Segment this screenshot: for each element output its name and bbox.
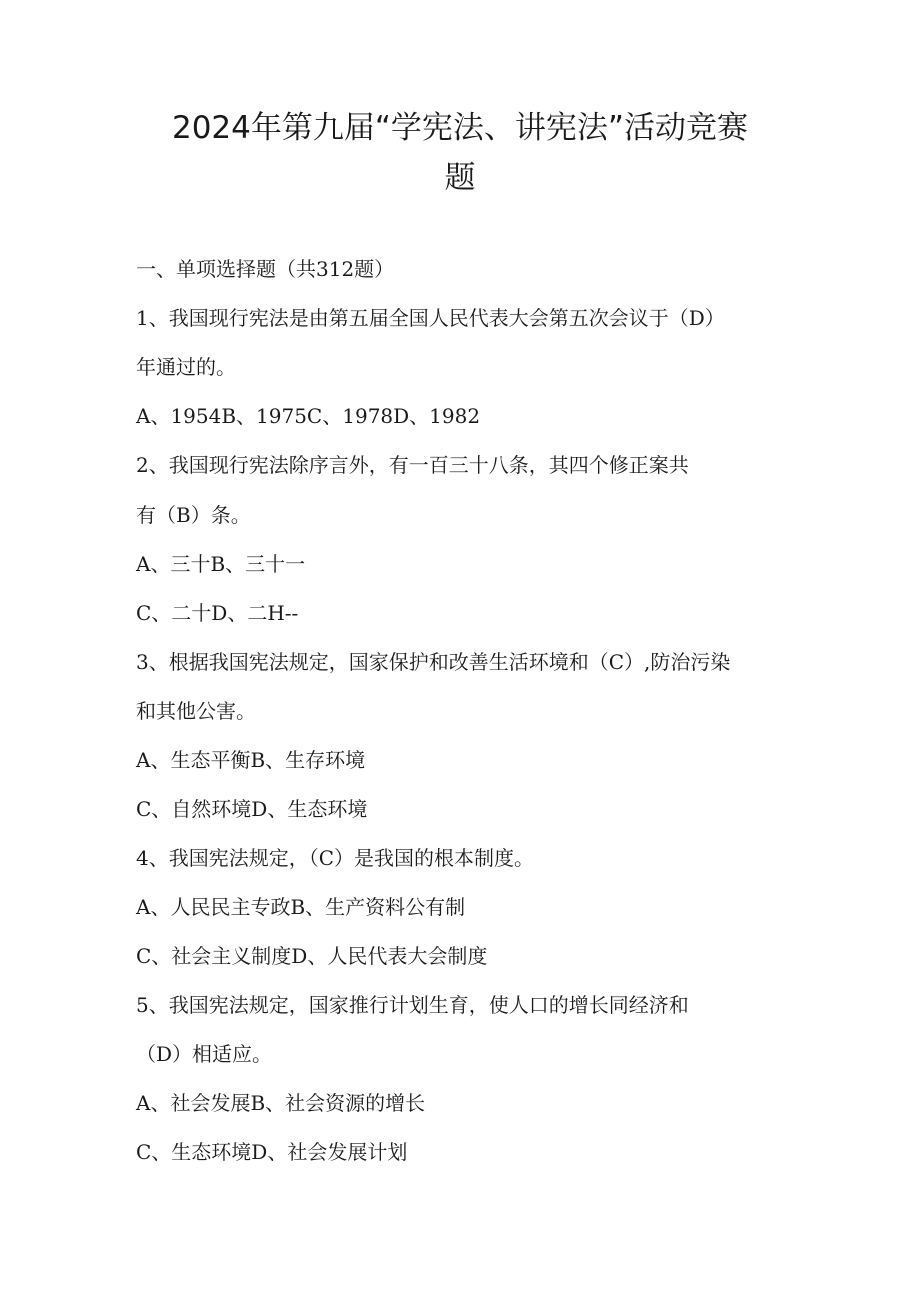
question-5-line-2: （D）相适应。	[136, 1042, 273, 1066]
question-2-line-2: 有（B）条。	[136, 503, 251, 527]
question-1-options: A、1954B、1975C、1978D、1982	[136, 404, 481, 428]
document-title-line-1: 2024年第九届“学宪法、讲宪法”活动竞赛	[171, 110, 748, 146]
question-4-line-1: 4、我国宪法规定，（C）是我国的根本制度。	[136, 846, 535, 870]
question-5-options-ab: A、社会发展B、社会资源的增长	[136, 1091, 426, 1115]
question-4-options-cd: C、社会主义制度D、人民代表大会制度	[136, 944, 488, 968]
section-heading: 一、单项选择题（共312题）	[136, 257, 395, 281]
question-3-line-1: 3、根据我国宪法规定，国家保护和改善生活环境和（C）,防治污染	[136, 650, 731, 674]
question-5-options-cd: C、生态环境D、社会发展计划	[136, 1140, 408, 1164]
question-5-line-1: 5、我国宪法规定，国家推行计划生育，使人口的增长同经济和	[136, 993, 689, 1017]
document-title-line-2: 题	[444, 160, 476, 196]
question-3-options-cd: C、自然环境D、生态环境	[136, 797, 368, 821]
question-3-line-2: 和其他公害。	[136, 699, 256, 723]
question-2-line-1: 2、我国现行宪法除序言外，有一百三十八条，其四个修正案共	[136, 453, 689, 477]
question-1-line-2: 年通过的。	[136, 355, 236, 379]
question-4-options-ab: A、人民民主专政B、生产资料公有制	[136, 895, 466, 919]
question-2-options-ab: A、三十B、三十一	[136, 552, 306, 576]
question-1-line-1: 1、我国现行宪法是由第五届全国人民代表大会第五次会议于（D）	[136, 306, 725, 330]
question-3-options-ab: A、生态平衡B、生存环境	[136, 748, 366, 772]
question-2-options-cd: C、二十D、二H--	[136, 601, 299, 625]
